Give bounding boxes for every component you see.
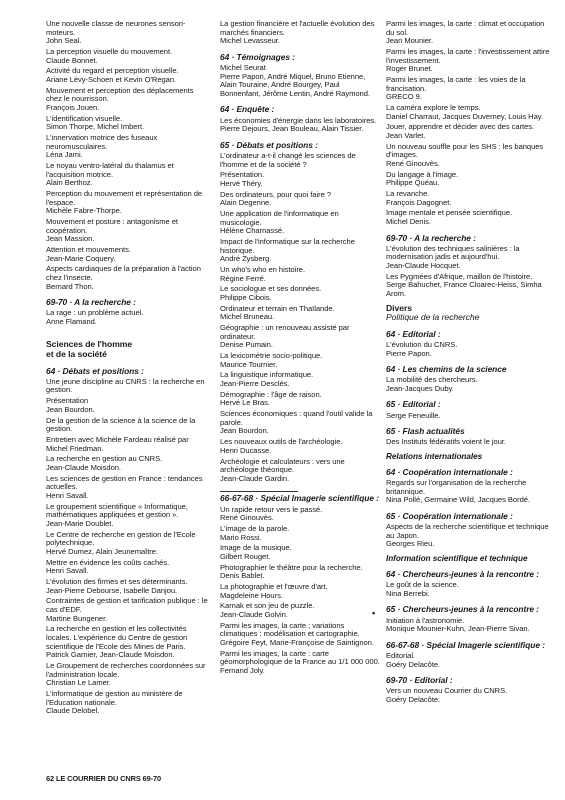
entry-author: Hélène Charnassé. xyxy=(220,226,285,236)
entry-author: Michel Denis. xyxy=(386,216,431,226)
toc-entry xyxy=(46,67,208,84)
entry-author: Hervé Dumez, Alain Jeunemaître. xyxy=(46,546,158,556)
issue-heading-text: 66-67-68 · Spécial Imagerie scientifique : xyxy=(220,493,379,504)
toc-entry xyxy=(220,544,382,561)
toc-entry xyxy=(46,20,208,46)
entry-author: François Dagognet. xyxy=(386,197,452,207)
entry-author: Daniel Charraut, Jacques Duverney, Louis Hay. xyxy=(386,111,544,121)
toc-entry xyxy=(46,455,208,472)
toc-entry xyxy=(386,687,551,704)
toc-entry xyxy=(386,76,551,102)
toc-entry xyxy=(386,190,551,207)
entry-title: Impact de l'informatique sur la recherche historique. xyxy=(220,237,355,255)
entry-title: Image de la musique. xyxy=(220,543,292,553)
toc-entry xyxy=(46,531,208,557)
entry-author: John Seal. xyxy=(46,36,82,46)
toc-entry xyxy=(386,376,551,393)
toc-entry xyxy=(220,20,382,46)
toc-entry xyxy=(46,578,208,595)
toc-entry xyxy=(386,523,551,549)
toc-entry xyxy=(46,597,208,623)
entry-author: Georges Rieu. xyxy=(386,539,435,549)
entry-author: Michèle Fabre-Thorpe. xyxy=(46,206,122,216)
entry-title: Les nouveaux outils de l'archéologie. xyxy=(220,437,343,447)
toc-entry xyxy=(220,602,382,619)
toc-entry xyxy=(220,238,382,264)
entry-title: Géographie : un renouveau assisté par ordinateur. xyxy=(220,323,350,341)
entry-title: Activité du regard et perception visuelle. xyxy=(46,66,179,76)
entry-author: Grégoire Feyt, Marie-Françoise de Saintignon. xyxy=(220,638,374,647)
entry-title: Démographie : l'âge de raison. xyxy=(220,389,322,399)
entry-author: Henri Ducasse. xyxy=(220,445,272,455)
entry-title: Ordinateur et terrain en Thaïlande. xyxy=(220,303,335,313)
entry-author: Nina Berrebi. xyxy=(386,588,430,598)
toc-entry xyxy=(220,117,382,134)
toc-entry xyxy=(386,412,551,421)
issue-heading: 65 · Editorial : xyxy=(386,399,441,410)
entry-title: Parmi les images, la carte : les voies de la francisation. xyxy=(386,74,526,93)
toc-entry xyxy=(46,134,208,160)
section-title-line: Sciences de l'homme xyxy=(46,339,133,350)
toc-entry xyxy=(46,417,208,434)
entry-title: Une application de l'informatique en musicologie. xyxy=(220,209,339,227)
entry-author: Denise Pumain. xyxy=(220,340,273,350)
entry-title: Mouvement et perception des déplacements chez le nourrisson. xyxy=(46,85,194,104)
entry-author: Jean-Marie Doublet. xyxy=(46,518,114,528)
entry-author: Pierre Papon, André Miquel, Bruno Etienne, Alain Touraine, André Bourgey, Paul Bonnenfant, Jérôme Lentin, André Raymond. xyxy=(220,71,370,98)
issue-heading: 65 · Chercheurs-jeunes à la rencontre : xyxy=(386,604,540,615)
toc-entry xyxy=(386,171,551,188)
toc-entry xyxy=(220,191,382,208)
toc-entry xyxy=(46,662,208,688)
toc-entry xyxy=(220,324,382,350)
entry-title: La recherche en gestion et les collectivités locales. L'expérience du Centre de gestion scientifique de l'Ecole des Mines de Paris. xyxy=(46,624,188,651)
entry-author: François Jouen. xyxy=(46,102,100,112)
entry-title: Entretien avec Michèle Fardeau réalisé par xyxy=(46,435,189,444)
toc-entry xyxy=(46,246,208,263)
toc-entry xyxy=(386,438,551,447)
issue-heading: 65 · Flash actualités xyxy=(386,426,465,437)
subsection-heading: Information scientifique et technique xyxy=(386,554,528,564)
entry-author: Jean Bourdon. xyxy=(220,426,269,436)
toc-entry xyxy=(46,48,208,65)
toc-entry xyxy=(386,617,551,634)
entry-title: Perception du mouvement et représentation de l'espace. xyxy=(46,189,203,207)
toc-entry xyxy=(386,20,551,46)
toc-entry xyxy=(386,581,551,598)
entry-title: Regards sur l'organisation de la recherche britannique. xyxy=(386,478,527,496)
toc-entry xyxy=(46,436,208,453)
entry-author: André Zysberg. xyxy=(220,254,272,264)
toc-entry xyxy=(386,479,551,505)
entry-author: Jean Varlet. xyxy=(386,130,426,140)
entry-title: La perception visuelle du mouvement. xyxy=(46,46,173,56)
issue-heading: 64 · Coopération internationale : xyxy=(386,467,513,478)
entry-author: Jean-Claude Gardin. xyxy=(220,473,290,483)
entry-title: L'évolution des techniques salinières : la modernisation jadis et aujourd'hui. xyxy=(386,243,520,262)
section-title-line: et de la société xyxy=(46,349,107,360)
toc-entry xyxy=(46,397,208,414)
entry-title: Image mentale et pensée scientifique. xyxy=(386,208,513,218)
toc-entry xyxy=(46,625,208,659)
entry-author: Jean Massion. xyxy=(46,234,95,244)
entry-author: Christian Le Lamer. xyxy=(46,678,111,688)
toc-entry xyxy=(386,245,551,271)
toc-entry xyxy=(220,525,382,542)
entry-author: René Ginouvès. xyxy=(220,513,274,523)
entry-author: Jean-Marie Coquery. xyxy=(46,253,116,263)
toc-entry xyxy=(46,559,208,576)
toc-entry xyxy=(220,352,382,369)
entry-title: L'évolution du CNRS. xyxy=(386,339,458,349)
issue-heading: 69-70 · Editorial : xyxy=(386,675,453,686)
issue-heading: 64 · Editorial : xyxy=(386,328,441,339)
issue-heading: 69-70 · A la recherche : xyxy=(46,297,136,308)
entry-title: La mobilité des chercheurs. xyxy=(386,375,478,385)
issue-heading: 65 · Coopération internationale : xyxy=(386,511,513,522)
entry-title: Serge Feneuille. xyxy=(386,410,441,420)
toc-entry xyxy=(46,190,208,216)
toc-entry xyxy=(386,104,551,121)
entry-title: Un who's who en histoire. xyxy=(220,265,306,275)
toc-entry xyxy=(386,48,551,74)
entry-author: Jean-Claude Hocquet. xyxy=(386,260,461,270)
entry-author: Mario Rossi. xyxy=(220,532,262,542)
entry-title: Vers un nouveau Courrier du CNRS. xyxy=(386,686,508,696)
entry-title: Parmi les images, la carte ; variations climatiques : modélisation et cartographie. xyxy=(220,620,360,639)
entry-author: Alain Degenne. xyxy=(220,198,272,208)
issue-heading: 64 · Témoignages : xyxy=(220,51,295,62)
section-title xyxy=(46,340,208,359)
entry-title: L'évolution des firmes et ses déterminants. xyxy=(46,577,188,587)
toc-entry xyxy=(220,583,382,600)
toc-entry xyxy=(220,152,382,169)
entry-author: Patrick Garnier, Jean-Claude Moisdon. xyxy=(46,650,175,660)
entry-title: L'ordinateur a-t-il changé les sciences de l'homme et de la société ? xyxy=(220,150,356,169)
toc-entry xyxy=(46,87,208,113)
entry-title: Editorial. xyxy=(386,651,416,661)
entry-author: Jean-Pierre Debourse, Isabelle Danjou. xyxy=(46,585,178,595)
toc-entry xyxy=(220,210,382,236)
entry-author: Nina Pollé, Germaine Wild, Jacques Bordé. xyxy=(386,495,530,505)
entry-author: Gilbert Rouget. xyxy=(220,551,271,561)
toc-entry xyxy=(220,506,382,523)
entry-author: Michel Friedman. xyxy=(46,443,104,453)
entry-author: Anne Flamand. xyxy=(46,316,97,326)
entry-author: Claude Delobel. xyxy=(46,706,100,716)
entry-title: Parmi les images, la carte : l'investissement attire l'investissement. xyxy=(386,46,550,65)
toc-entry xyxy=(220,458,382,484)
entry-title: Présentation xyxy=(46,396,89,406)
toc-entry xyxy=(46,309,208,326)
entry-title: La linguistique informatique. xyxy=(220,370,314,380)
section-title-main: Divers xyxy=(386,302,412,313)
toc-entry xyxy=(220,391,382,408)
entry-title: Le goût de la science. xyxy=(386,580,459,590)
toc-entry xyxy=(220,564,382,581)
entry-author: Fernand Joly. xyxy=(220,665,265,675)
entry-author: Jean Mounier. xyxy=(386,36,434,46)
toc-entry xyxy=(386,143,551,169)
issue-heading xyxy=(220,491,382,503)
column-left xyxy=(46,20,208,718)
entry-author: Jean-Claude Moisdon. xyxy=(46,462,121,472)
entry-title: La caméra explore le temps. xyxy=(386,102,481,112)
entry-title: Un nouveau souffle pour les SHS : les banques d'images. xyxy=(386,141,544,160)
toc-entry xyxy=(46,115,208,132)
entry-author: Simon Thorpe, Michel Imbert. xyxy=(46,122,145,132)
entry-title: La recherche en gestion au CNRS. xyxy=(46,454,163,464)
toc-entry xyxy=(220,410,382,436)
entry-title: L'innervation motrice des fuseaux neuromusculaires. xyxy=(46,133,158,151)
section-subtitle: Politique de la recherche xyxy=(386,312,480,323)
entry-author: Ariane Lévy-Schoen et Kevin O'Regan. xyxy=(46,74,177,84)
issue-heading: 64 · Chercheurs-jeunes à la rencontre : xyxy=(386,569,540,580)
toc-entry xyxy=(220,266,382,283)
entry-author: Michel Levasseur. xyxy=(220,36,280,46)
entry-title: Parmi les images, la carte : climat et occupation du sol. xyxy=(386,19,545,37)
entry-title: Mouvement et posture : antagonisme et coopération. xyxy=(46,216,178,235)
entry-title: La gestion financière et l'actuelle évolution des marchés financiers. xyxy=(220,19,375,37)
entry-title: Jouer, apprendre et décider avec des cartes. xyxy=(386,122,535,132)
section-bullet: • xyxy=(372,608,376,618)
entry-title: Le Centre de recherche en gestion de l'Ecole polytechnique. xyxy=(46,529,196,548)
entry-title: Le groupement scientifique « Informatique, mathématiques appliquées et gestion ». xyxy=(46,501,188,520)
entry-author: Jean-Claude Golvin. xyxy=(220,610,288,620)
toc-entry xyxy=(46,218,208,244)
entry-author: Denis Bablet. xyxy=(220,571,265,581)
entry-author: Michel Bruneau. xyxy=(220,312,275,322)
entry-author: Pierre Papon. xyxy=(386,348,432,358)
toc-entry xyxy=(386,273,551,299)
entry-title: Sciences économiques : quand l'outil valide la parole. xyxy=(220,409,373,427)
entry-author: Henri Savall. xyxy=(46,490,89,500)
entry-author: Goéry Delacôte. xyxy=(386,659,441,669)
entry-author: René Ginouvès. xyxy=(386,158,440,168)
entry-author: Magdeleine Hours. xyxy=(220,590,283,600)
issue-heading: 64 · Débats et positions : xyxy=(46,365,144,376)
entry-title: Aspects de la recherche scientifique et technique au Japon. xyxy=(386,522,549,540)
entry-title: Le sociologue et ses données. xyxy=(220,284,322,294)
entry-title: Karnak et son jeu de puzzle. xyxy=(220,601,315,611)
entry-author: Pierre Dejours, Jean Bouleau, Alain Tissier. xyxy=(220,124,364,134)
toc-entry xyxy=(386,123,551,140)
entry-title: Du langage à l'image. xyxy=(386,169,459,179)
entry-title: Le noyau ventro-latéral du thalamus et l'acquisition motrice. xyxy=(46,161,174,179)
entry-author: Martine Bungener. xyxy=(46,613,108,623)
entry-title: Présentation. xyxy=(220,170,265,180)
entry-title: Les Pygmées d'Afrique, maillon de l'histoire. xyxy=(386,271,533,281)
entry-author: GRECO 9. xyxy=(386,92,422,102)
entry-title: Le Groupement de recherches coordonnées sur l'administration locale. xyxy=(46,660,206,679)
entry-title: Michel Seurat xyxy=(220,62,266,72)
entry-author: Roger Brunet. xyxy=(386,64,433,74)
entry-author: Philippe Quéau. xyxy=(386,178,440,188)
entry-author: Léna Jami. xyxy=(46,150,83,160)
entry-title: La photographie et l'œuvre d'art. xyxy=(220,582,328,592)
toc-entry xyxy=(220,438,382,455)
section-title xyxy=(386,304,551,323)
entry-title: Une nouvelle classe de neurones sensori-moteurs. xyxy=(46,19,186,37)
entry-title: Mettre en évidence les coûts cachés. xyxy=(46,557,170,567)
entry-title: Contraintes de gestion et tarification publique : le cas d'EDF. xyxy=(46,596,208,614)
issue-heading: 69-70 · A la recherche : xyxy=(386,232,476,243)
entry-author: Maurice Tournier. xyxy=(220,359,278,369)
toc-entry xyxy=(386,209,551,226)
issue-heading: 64 · Les chemins de la science xyxy=(386,364,507,375)
entry-title: L'identification visuelle. xyxy=(46,113,123,123)
entry-author: Serge Bahuchet, France Cloarec-Heiss, Simha Arom. xyxy=(386,280,542,298)
entry-author: Jean Bourdon. xyxy=(46,404,95,414)
entry-author: Monique Mounier-Kuhn, Jean-Pierre Sivan. xyxy=(386,624,530,634)
toc-entry xyxy=(46,162,208,188)
entry-title: La rage : un problème actuel. xyxy=(46,308,144,318)
toc-entry xyxy=(220,650,382,676)
entry-author: Hervé Théry. xyxy=(220,178,263,188)
entry-title: Attention et mouvements. xyxy=(46,244,131,254)
entry-author: Régine Ferré. xyxy=(220,273,266,283)
toc-entry xyxy=(220,285,382,302)
issue-heading: 65 · Débats et positions : xyxy=(220,139,318,150)
entry-title: Les sciences de gestion en France : tendances actuelles. xyxy=(46,473,203,492)
toc-entry xyxy=(220,171,382,188)
entry-title: Un rapide retour vers le passé. xyxy=(220,504,323,514)
entry-author: Hervé Le Bras. xyxy=(220,398,270,408)
toc-entry xyxy=(46,690,208,716)
entry-title: Parmi les images, la carte : carte géomorphologique de la France au 1/1 000 000. xyxy=(220,648,380,667)
toc-entry xyxy=(220,622,382,648)
entry-author: Alain Berthoz. xyxy=(46,178,93,188)
entry-title: Photographier le théâtre pour la recherche. xyxy=(220,562,363,572)
entry-author: Goéry Delacôte. xyxy=(386,695,441,705)
entry-title: Aspects cardiaques de la préparation à l'action chez l'insecte. xyxy=(46,264,201,282)
entry-title: La revanche. xyxy=(386,189,430,198)
section-rule xyxy=(220,491,298,492)
subsection-heading: Relations internationales xyxy=(386,452,483,462)
toc-entry xyxy=(46,265,208,291)
entry-author: Henri Savall. xyxy=(46,566,89,576)
toc-entry xyxy=(220,64,382,98)
entry-title: De la gestion de la science à la science de la gestion. xyxy=(46,415,196,434)
entry-author: Claude Bonnet. xyxy=(46,55,98,65)
entry-title: Des Instituts fédératifs voient le jour. xyxy=(386,437,506,447)
entry-title: L'informatique de gestion au ministère de l'Education nationale. xyxy=(46,688,183,707)
entry-title: Une jeune discipline au CNRS : la recherche en gestion. xyxy=(46,376,205,395)
entry-author: Jean-Jacques Duby. xyxy=(386,383,454,393)
toc-entry xyxy=(46,503,208,529)
entry-title: Archéologie et calculateurs : vers une archéologie théorique. xyxy=(220,456,345,475)
column-right xyxy=(386,20,551,707)
entry-title: Initiation à l'astronomie. xyxy=(386,615,465,625)
toc-entry xyxy=(386,652,551,669)
page-footer: 62 LE COURRIER DU CNRS 69-70 xyxy=(46,774,162,783)
toc-entry xyxy=(46,475,208,501)
issue-heading: 66-67-68 · Spécial Imagerie scientifique : xyxy=(386,639,545,650)
toc-entry xyxy=(46,378,208,395)
toc-entry xyxy=(220,305,382,322)
entry-title: Les économies d'énergie dans les laboratoires. xyxy=(220,115,377,125)
column-middle xyxy=(220,20,382,678)
entry-title: Des ordinateurs, pour quoi faire ? xyxy=(220,189,332,199)
entry-title: La lexicométrie socio-politique. xyxy=(220,351,323,361)
entry-author: Jean-Pierre Desclés. xyxy=(220,379,290,389)
toc-entry xyxy=(220,371,382,388)
issue-heading: 64 · Enquête : xyxy=(220,104,275,115)
toc-entry xyxy=(386,341,551,358)
entry-author: Philippe Cibois. xyxy=(220,292,272,302)
entry-author: Bernard Thon. xyxy=(46,281,94,291)
entry-title: L'image de la parole. xyxy=(220,523,290,533)
